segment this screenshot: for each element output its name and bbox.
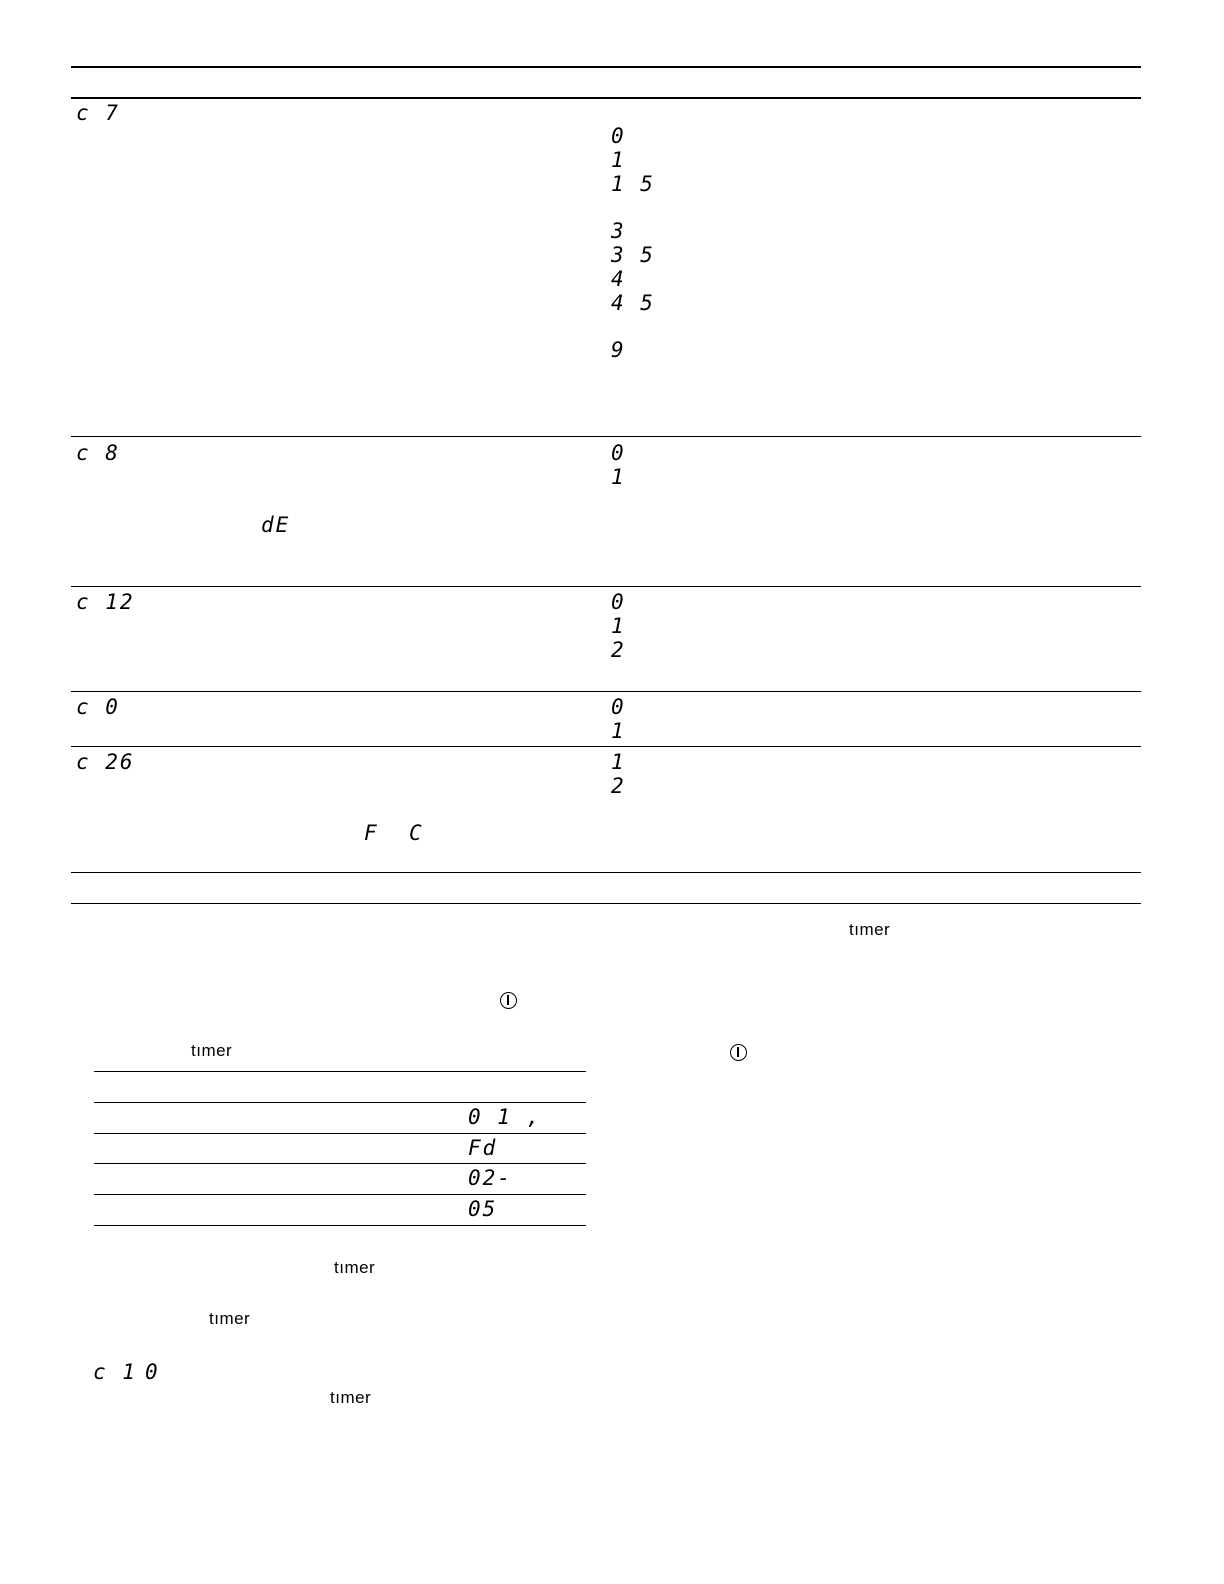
setting-value: 4: [611, 267, 626, 291]
table-header-rule: [71, 97, 1141, 99]
setting-value: 0: [611, 590, 626, 614]
small-table-top-rule: [94, 1071, 586, 1072]
small-table-display: 02-: [468, 1166, 512, 1190]
setting-value: 1: [611, 719, 626, 743]
setting-code: c 7: [76, 101, 120, 125]
setting-value: 1: [611, 614, 626, 638]
table-bottom-rule: [71, 903, 1141, 904]
setting-value: 2: [611, 638, 626, 662]
setting-code: c 26: [76, 750, 135, 774]
setting-code: c 0: [76, 695, 120, 719]
setting-value: 3 5: [611, 243, 655, 267]
setting-code-inline: c 1: [93, 1360, 137, 1384]
power-icon: [730, 1044, 747, 1061]
small-table-display: Fd: [468, 1136, 498, 1160]
setting-value: 0: [611, 124, 626, 148]
small-table-display: 0 1 ,: [468, 1105, 542, 1129]
inline-display-symbol: F: [364, 821, 379, 845]
small-table-divider: [94, 1133, 586, 1134]
setting-value: 1: [611, 750, 626, 774]
setting-value: 1 5: [611, 172, 655, 196]
row-divider: [71, 691, 1141, 692]
setting-value: 1: [611, 148, 626, 172]
power-icon: [500, 992, 517, 1009]
timer-button-label: tımer: [191, 1041, 233, 1060]
setting-value: 4 5: [611, 291, 655, 315]
setting-value: 9: [611, 338, 626, 362]
small-table-divider: [94, 1163, 586, 1164]
timer-button-label: tımer: [209, 1309, 251, 1328]
small-table-display: 05: [468, 1197, 498, 1221]
small-table-header-rule: [94, 1102, 586, 1103]
setting-value: 2: [611, 774, 626, 798]
setting-value: 0: [611, 441, 626, 465]
setting-code: c 8: [76, 441, 120, 465]
inline-display-symbol: C: [409, 821, 424, 845]
row-divider: [71, 586, 1141, 587]
row-divider: [71, 872, 1141, 873]
setting-value: 0: [611, 695, 626, 719]
timer-button-label: tımer: [334, 1258, 376, 1277]
setting-value-inline: 0: [145, 1360, 160, 1384]
setting-value: 3: [611, 219, 626, 243]
small-table-bottom-rule: [94, 1225, 586, 1226]
setting-code: c 12: [76, 590, 135, 614]
timer-button-label: tımer: [330, 1388, 372, 1407]
setting-value: 1: [611, 465, 626, 489]
table-top-rule: [71, 66, 1141, 68]
row-divider: [71, 746, 1141, 747]
inline-display-symbol: dE: [261, 513, 291, 537]
timer-button-label: tımer: [849, 920, 891, 939]
small-table-divider: [94, 1194, 586, 1195]
row-divider: [71, 436, 1141, 437]
